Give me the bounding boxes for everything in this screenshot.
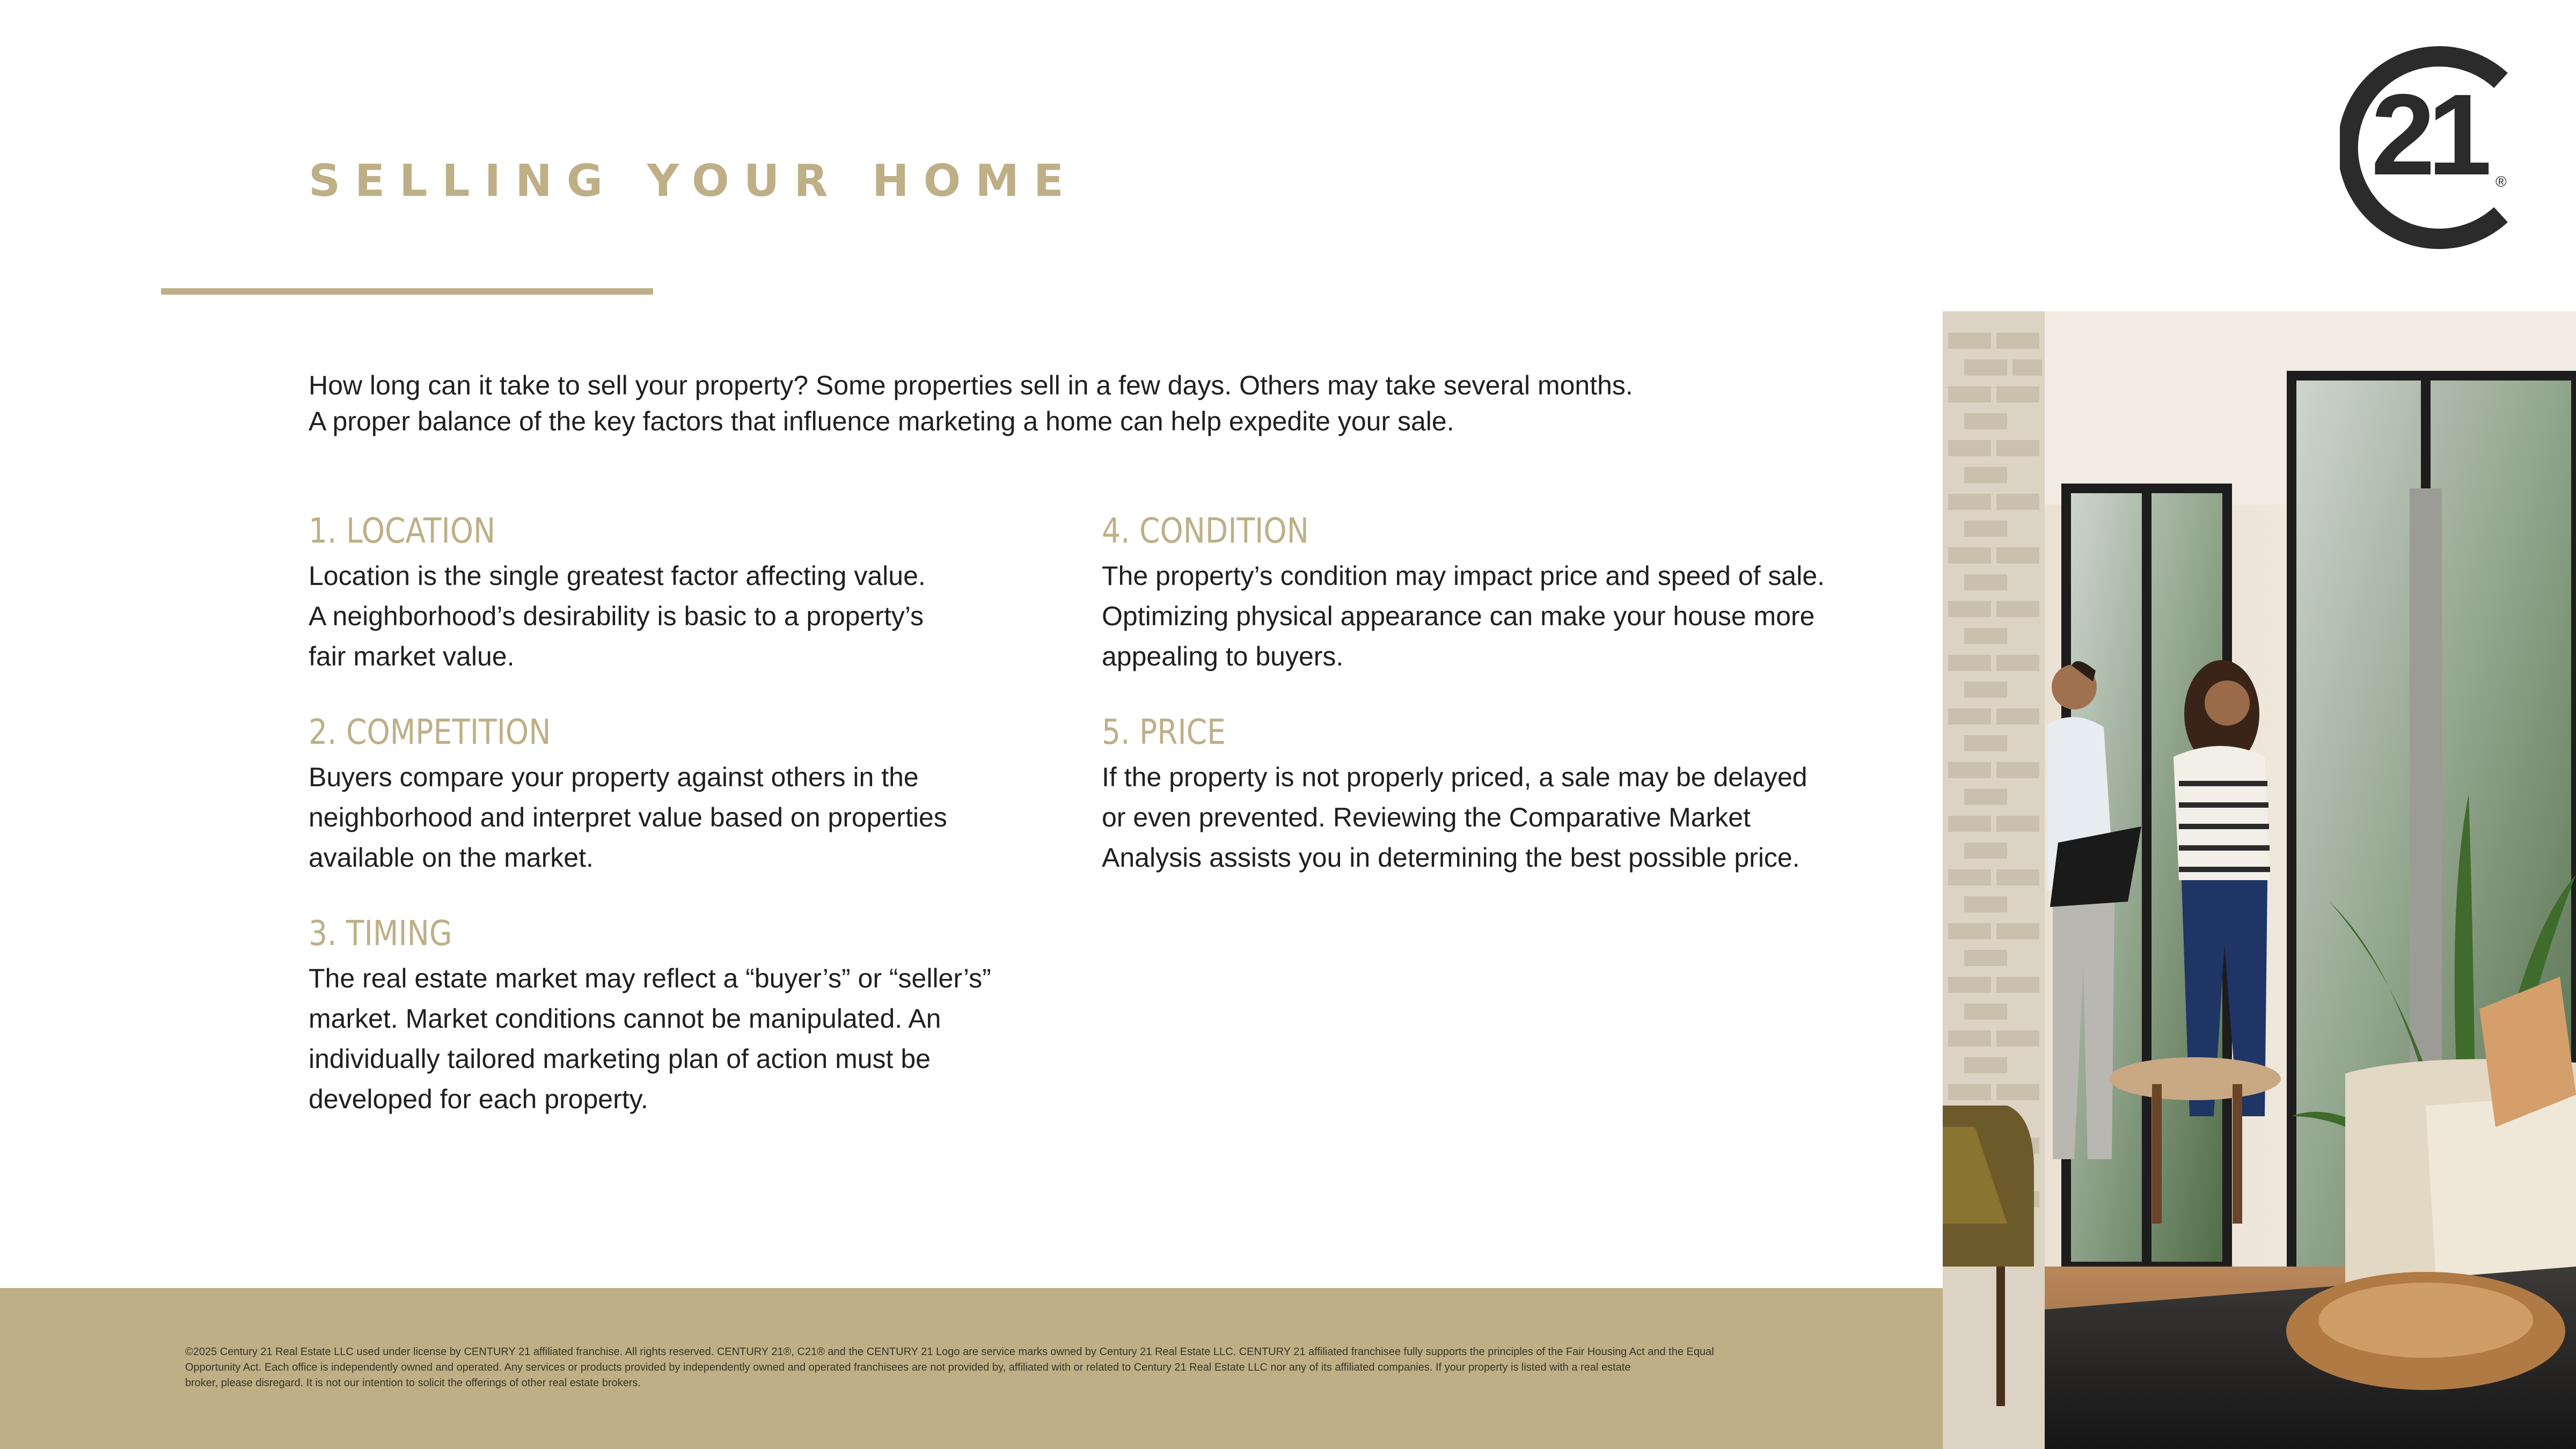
factor-body-line: Analysis assists you in determining the best possible price. xyxy=(1102,843,1800,873)
factor-body-line: market. Market conditions cannot be manipulated. An xyxy=(309,1004,941,1034)
factor-body xyxy=(1102,757,1826,878)
intro-line: A proper balance of the key factors that influence marketing a home can help expedite your sale. xyxy=(309,406,1454,436)
factor-body-line: appealing to buyers. xyxy=(1102,641,1344,671)
factor-body-line: fair market value. xyxy=(309,641,515,671)
disclaimer-line: Opportunity Act. Each office is independently owned and operated. Any services or products provided by independently owned and operated franchisees are not provided by, affiliated with or related to Century 21 Real Estate LLC nor any of its affiliated companies. If your property is listed with a real estate xyxy=(185,1362,1631,1373)
factor-body-line: A neighborhood’s desirability is basic to a property’s xyxy=(309,601,924,631)
factor-body xyxy=(309,757,1033,878)
page-title: SELLING YOUR HOME xyxy=(309,156,1078,207)
factor-body-line: available on the market. xyxy=(309,843,594,873)
disclaimer-line: broker, please disregard. It is not our intention to solicit the offerings of other real estate brokers. xyxy=(185,1377,641,1389)
factor-heading: 3. TIMING xyxy=(309,914,452,954)
factor-body-line: Buyers compare your property against others in the xyxy=(309,762,919,792)
factor-body-line: Location is the single greatest factor affecting value. xyxy=(309,561,926,591)
factor-body-line: or even prevented. Reviewing the Comparative Market xyxy=(1102,802,1751,832)
factor-heading: 2. COMPETITION xyxy=(309,713,551,752)
intro-paragraph xyxy=(309,368,1919,440)
factor-body-line: The property’s condition may impact price and speed of sale. xyxy=(1102,561,1825,591)
factor-body-line: If the property is not properly priced, a sale may be delayed xyxy=(1102,762,1807,792)
factor-body xyxy=(309,556,1033,677)
factor-price xyxy=(1102,711,1826,878)
factor-heading: 4. CONDITION xyxy=(1102,511,1309,551)
factor-timing xyxy=(309,912,1033,1119)
factor-condition xyxy=(1102,510,1826,677)
logo-registered-mark: ® xyxy=(2496,173,2507,190)
factor-body-line: Optimizing physical appearance can make your house more xyxy=(1102,601,1815,631)
footer-band xyxy=(0,1288,1943,1449)
factor-location xyxy=(309,510,1033,677)
factor-heading: 5. PRICE xyxy=(1102,713,1226,752)
home-interior-photo xyxy=(1943,311,2576,1449)
factor-body xyxy=(1102,556,1826,677)
disclaimer-line: ©2025 Century 21 Real Estate LLC used under license by CENTURY 21 affiliated franchise. All rights reserved. CENTURY 21®, C21® and the CENTURY 21 Logo are service marks owned by Century 21 Real Estate LLC. CENTURY 21 affiliated franchisee fully supports the principles of the Fair Housing Act and the Equal xyxy=(185,1346,1714,1358)
logo-number: 21 xyxy=(2371,70,2485,199)
title-divider xyxy=(161,288,653,295)
intro-line: How long can it take to sell your property? Some properties sell in a few days. Others may take several months. xyxy=(309,370,1633,400)
factor-heading: 1. LOCATION xyxy=(309,511,496,551)
factor-body xyxy=(309,958,1033,1119)
factor-body-line: developed for each property. xyxy=(309,1084,648,1114)
legal-disclaimer xyxy=(185,1344,1876,1391)
century21-logo xyxy=(2340,43,2512,252)
factor-competition xyxy=(309,711,1033,878)
factor-body-line: The real estate market may reflect a “buyer’s” or “seller’s” xyxy=(309,963,991,993)
factor-body-line: neighborhood and interpret value based on properties xyxy=(309,802,947,832)
factor-body-line: individually tailored marketing plan of action must be xyxy=(309,1044,931,1074)
